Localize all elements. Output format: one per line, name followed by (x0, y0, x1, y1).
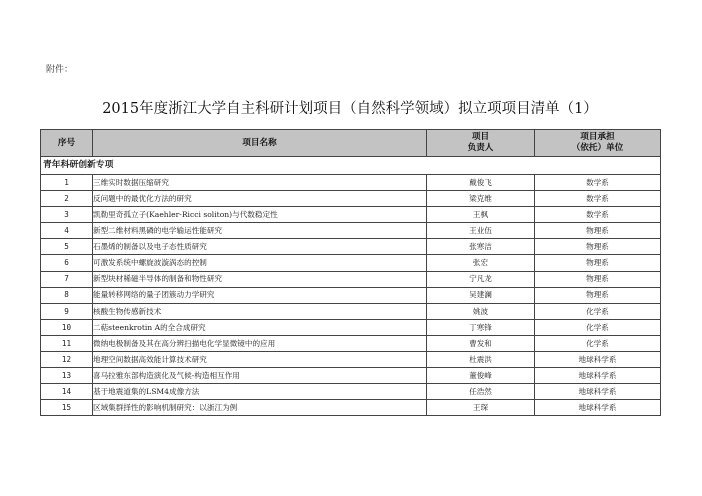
cell-no: 14 (41, 384, 93, 400)
cell-no: 11 (41, 335, 93, 351)
table-row (41, 287, 661, 303)
cell-no: 5 (41, 239, 93, 255)
cell-project-name: 可激发系统中螺旋波漩涡态的控制 (93, 255, 427, 271)
cell-person: 曹发和 (427, 335, 535, 351)
cell-person: 张寒洁 (427, 239, 535, 255)
cell-project-name: 新型块材稀磁半导体的制备和物性研究 (93, 271, 427, 287)
header-unit-line2: （依托）单位 (571, 143, 624, 153)
cell-no: 12 (41, 352, 93, 368)
cell-project-name: 石墨烯的制备以及电子态性质研究 (93, 239, 427, 255)
cell-unit: 地球科学系 (535, 352, 661, 368)
section-row (41, 157, 661, 175)
cell-no: 6 (41, 255, 93, 271)
cell-project-name: 新型二维材料黑磷的电学输运性能研究 (93, 223, 427, 239)
cell-unit: 地球科学系 (535, 400, 661, 416)
cell-unit: 物理系 (535, 255, 661, 271)
table-row (41, 400, 661, 416)
cell-no: 9 (41, 303, 93, 319)
table-row (41, 352, 661, 368)
cell-unit: 物理系 (535, 287, 661, 303)
cell-project-name: 核酸生物传感新技术 (93, 303, 427, 319)
cell-project-name: 凯勒里奇孤立子(Kaehler-Ricci soliton)与代数稳定性 (93, 207, 427, 223)
cell-no: 8 (41, 287, 93, 303)
section-title: 青年科研创新专项 (41, 157, 661, 175)
cell-person: 宁凡龙 (427, 271, 535, 287)
header-unit (535, 130, 661, 157)
document-title: 2015年度浙江大学自主科研计划项目（自然科学领域）拟立项项目清单（1） (102, 101, 598, 117)
table-row (41, 303, 661, 319)
cell-person: 王枫 (427, 207, 535, 223)
cell-unit: 数学系 (535, 207, 661, 223)
cell-person: 张宏 (427, 255, 535, 271)
cell-unit: 物理系 (535, 223, 661, 239)
cell-person: 杜震洪 (427, 352, 535, 368)
table-row (41, 223, 661, 239)
cell-person: 董俊峰 (427, 368, 535, 384)
cell-project-name: 微纳电极制备及其在高分辨扫描电化学显微镜中的应用 (93, 335, 427, 351)
cell-person: 丁寒锋 (427, 319, 535, 335)
header-no: 序号 (41, 130, 93, 157)
cell-unit: 化学系 (535, 319, 661, 335)
table-row (41, 271, 661, 287)
attachment-label: 附件： (46, 65, 74, 75)
cell-person: 戴俊飞 (427, 175, 535, 191)
header-unit-line1: 项目承担 (580, 132, 615, 143)
cell-unit: 物理系 (535, 239, 661, 255)
table-row (41, 255, 661, 271)
table-row (41, 319, 661, 335)
cell-no: 10 (41, 319, 93, 335)
cell-no: 2 (41, 191, 93, 207)
table-row (41, 239, 661, 255)
cell-unit: 地球科学系 (535, 368, 661, 384)
cell-no: 3 (41, 207, 93, 223)
table-row (41, 207, 661, 223)
cell-unit: 数学系 (535, 191, 661, 207)
cell-unit: 数学系 (535, 175, 661, 191)
cell-project-name: 能量转移网络的量子团簇动力学研究 (93, 287, 427, 303)
cell-no: 13 (41, 368, 93, 384)
cell-no: 15 (41, 400, 93, 416)
cell-person: 王业伍 (427, 223, 535, 239)
table-row (41, 191, 661, 207)
table-row (41, 335, 661, 351)
cell-unit: 物理系 (535, 271, 661, 287)
cell-project-name: 二萜steenkrotin A的全合成研究 (93, 319, 427, 335)
cell-no: 7 (41, 271, 93, 287)
cell-person: 王琛 (427, 400, 535, 416)
cell-project-name: 反问题中的最优化方法的研究 (93, 191, 427, 207)
project-list-table (40, 129, 661, 416)
header-person-line1: 项目 (471, 132, 490, 143)
header-person-line2: 负责人 (467, 143, 494, 153)
cell-project-name: 地理空间数据高效能计算技术研究 (93, 352, 427, 368)
table-row (41, 384, 661, 400)
header-person (427, 130, 535, 157)
table-row (41, 368, 661, 384)
cell-no: 4 (41, 223, 93, 239)
table-header-row (41, 130, 661, 157)
cell-person: 任浩然 (427, 384, 535, 400)
cell-project-name: 区域集群择性的影响机制研究：以浙江为例 (93, 400, 427, 416)
cell-project-name: 基于地震道集的LSM4成像方法 (93, 384, 427, 400)
cell-project-name: 三维实时数据压缩研究 (93, 175, 427, 191)
cell-person: 吴建澜 (427, 287, 535, 303)
cell-unit: 化学系 (535, 335, 661, 351)
cell-unit: 地球科学系 (535, 384, 661, 400)
cell-no: 1 (41, 175, 93, 191)
cell-project-name: 喜马拉雅东部构造演化及气候-构造相互作用 (93, 368, 427, 384)
cell-person: 梁克维 (427, 191, 535, 207)
table-row (41, 175, 661, 191)
header-project-name: 项目名称 (93, 130, 427, 157)
cell-unit: 化学系 (535, 303, 661, 319)
cell-person: 姚波 (427, 303, 535, 319)
